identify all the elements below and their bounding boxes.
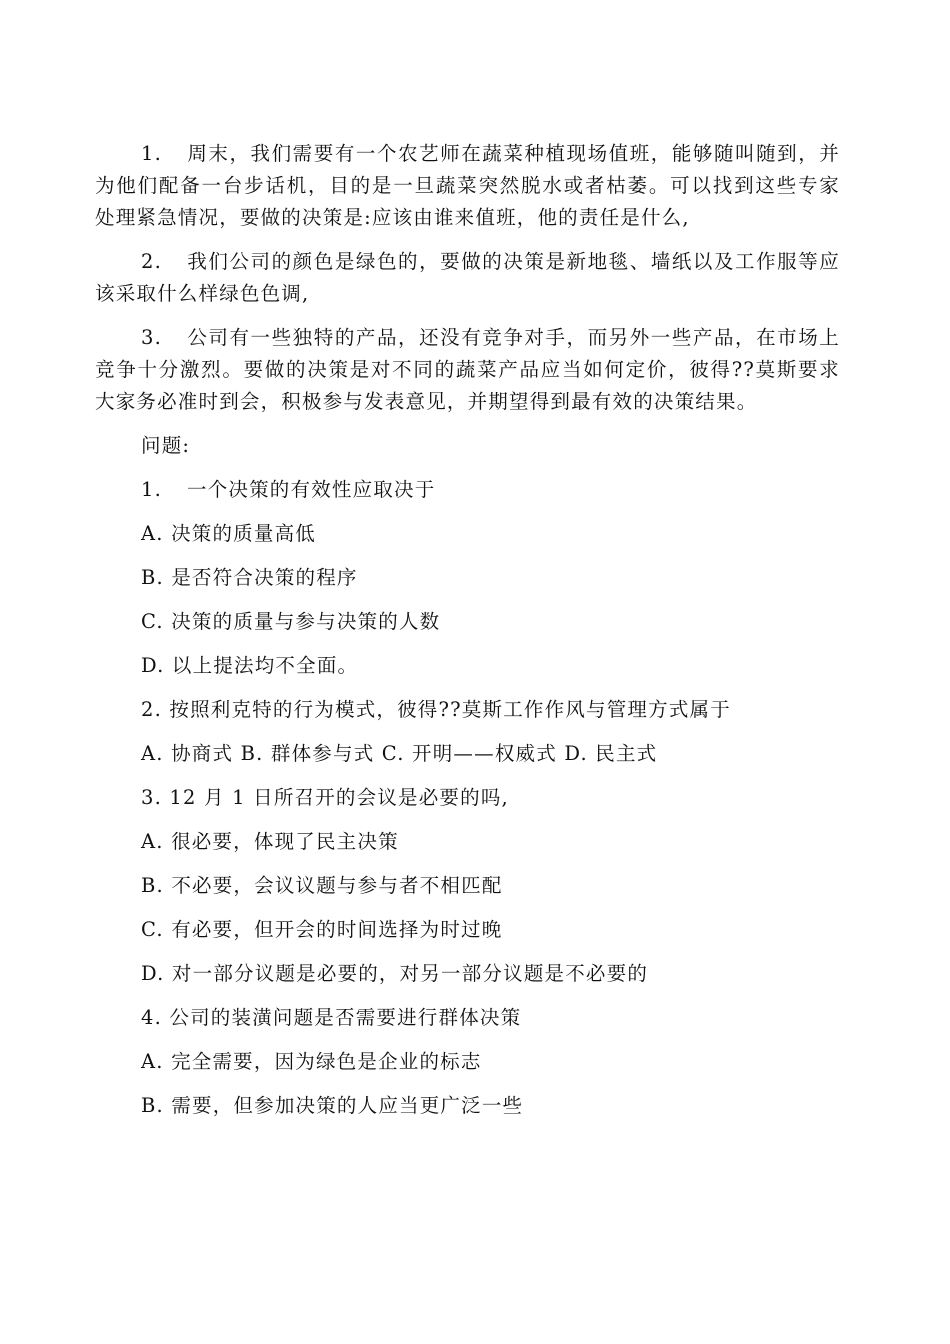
question-1-option-d: D. 以上提法均不全面。 (141, 654, 359, 677)
question-3-option-b: B. 不必要，会议议题与参与者不相匹配 (141, 874, 503, 897)
document-body (95, 138, 840, 1134)
question-3-option-c: C. 有必要，但开会的时间选择为时过晚 (141, 918, 503, 941)
question-3-option-a: A. 很必要，体现了民主决策 (141, 830, 399, 853)
question-3-option-d: D. 对一部分议题是必要的，对另一部分议题是不必要的 (141, 962, 649, 985)
question-4: 4. 公司的装潢问题是否需要进行群体决策 (141, 1006, 522, 1029)
question-3: 3. 12 月 1 日所召开的会议是必要的吗, (141, 786, 509, 809)
question-2-options: A. 协商式 B. 群体参与式 C. 开明——权威式 D. 民主式 (141, 742, 658, 765)
question-4-option-a: A. 完全需要，因为绿色是企业的标志 (141, 1050, 482, 1073)
case-paragraph-1 (95, 138, 840, 234)
paragraph-number: 3. (141, 326, 163, 349)
paragraph-number: 1. (141, 142, 163, 165)
question-text: 一个决策的有效性应取决于 (187, 478, 436, 501)
questions-heading: 问题: (141, 434, 191, 457)
question-4-option-b: B. 需要，但参加决策的人应当更广泛一些 (141, 1094, 524, 1117)
paragraph-text: 周末，我们需要有一个农艺师在蔬菜种植现场值班，能够随叫随到，并为他们配备一台步话机，目的是一旦蔬菜突然脱水或者枯萎。可以找到这些专家处理紧急情况，要做的决策是:应该由谁来值班，他的责任是什么, (95, 142, 840, 229)
question-number: 1. (141, 478, 163, 501)
paragraph-text: 我们公司的颜色是绿色的，要做的决策是新地毯、墙纸以及工作服等应该采取什么样绿色色调, (95, 250, 840, 305)
question-1-option-b: B. 是否符合决策的程序 (141, 566, 358, 589)
paragraph-number: 2. (141, 250, 163, 273)
paragraph-text: 公司有一些独特的产品，还没有竞争对手，而另外一些产品，在市场上竞争十分激烈。要做的决策是对不同的蔬菜产品应当如何定价，彼得??莫斯要求大家务必准时到会，积极参与发表意见，并期望得到最有效的决策结果。 (95, 326, 840, 413)
case-paragraph-2 (95, 246, 840, 310)
case-paragraph-3 (95, 322, 840, 418)
question-2: 2. 按照利克特的行为模式，彼得??莫斯工作作风与管理方式属于 (141, 698, 731, 721)
question-1-option-a: A. 决策的质量高低 (141, 522, 316, 545)
question-1-option-c: C. 决策的质量与参与决策的人数 (141, 610, 441, 633)
question-1 (95, 474, 840, 506)
